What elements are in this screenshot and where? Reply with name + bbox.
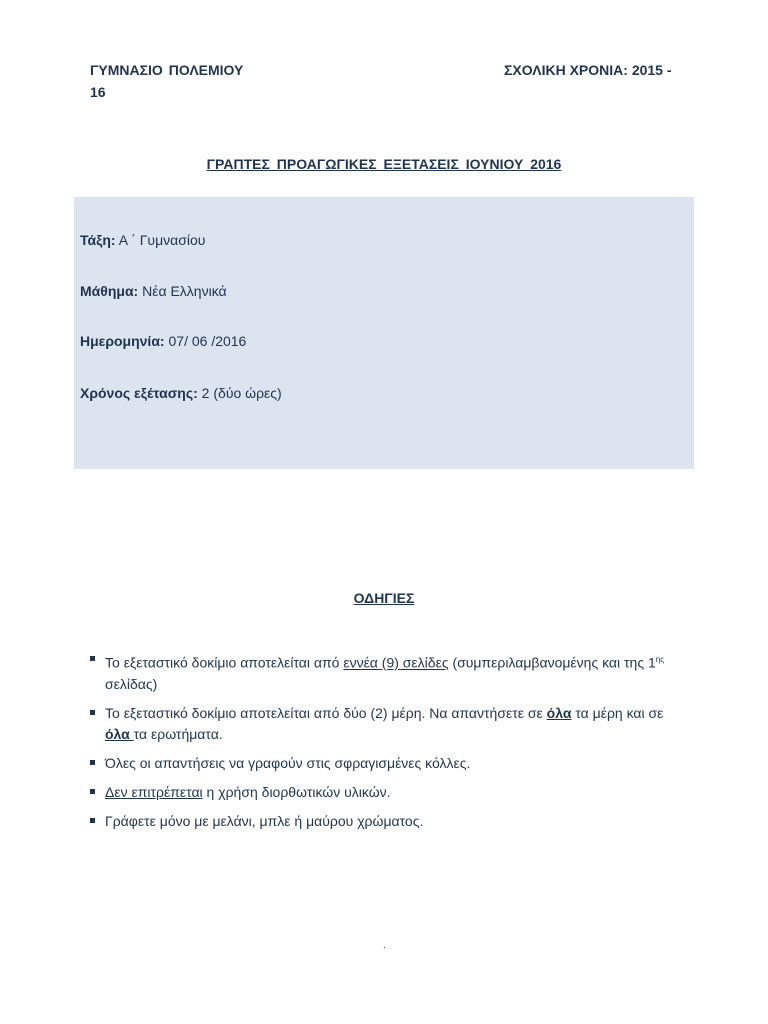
duration-row [80, 385, 282, 401]
bullet-icon [90, 760, 95, 765]
bullet-icon [90, 818, 95, 823]
exam-title: ΓΡΑΠΤΕΣ ΠΡΟΑΓΩΓΙΚΕΣ ΕΞΕΤΑΣΕΙΣ ΙΟΥΝΙΟΥ 2016 [206, 156, 562, 172]
bullet-icon [90, 789, 95, 794]
exam-info-box [74, 197, 694, 469]
date-row [80, 333, 246, 349]
instruction-underlined: Δεν επιτρέπεται [105, 783, 203, 800]
instruction-emphasis: όλα [546, 704, 572, 721]
instruction-emphasis: όλα [105, 725, 134, 742]
list-item [90, 649, 690, 695]
list-item [90, 753, 690, 774]
class-label: Τάξη: [80, 232, 116, 248]
instruction-underlined: εννέα (9) σελίδες [343, 654, 449, 671]
list-item [90, 703, 690, 745]
instruction-sup: ης [655, 655, 665, 664]
date-value: 07/ 06 /2016 [164, 333, 247, 349]
instruction-text: η χρήση διορθωτικών υλικών. [202, 783, 391, 800]
footer-mark: . [383, 940, 386, 951]
instruction-text: σελίδας) [105, 675, 158, 692]
instructions-title: ΟΔΗΓΙΕΣ [353, 590, 415, 606]
instruction-text: τα μέρη και σε [571, 704, 664, 721]
subject-value: Νέα Ελληνικά [138, 283, 227, 299]
bullet-icon [90, 656, 95, 661]
school-name-text: ΓΥΜΝΑΣΙΟ ΠΟΛΕΜΙΟΥ [90, 62, 244, 78]
bullet-icon [90, 710, 95, 715]
instruction-text: Το εξεταστικό δοκίμιο αποτελείται από [105, 654, 344, 671]
instruction-text: τα ερωτήματα. [133, 725, 223, 742]
subject-label: Μάθημα: [80, 283, 139, 299]
subject-row [80, 283, 227, 299]
class-value: Α ΄ Γυμνασίου [115, 232, 206, 248]
duration-value: 2 (δύο ώρες) [197, 385, 282, 401]
instruction-text: (συμπεριλαμβανομένης και της 1 [448, 654, 656, 671]
list-item [90, 811, 690, 832]
instruction-text: Όλες οι απαντήσεις να γραφούν στις σφραγισμένες κόλλες. [105, 754, 471, 771]
school-year-end: 16 [90, 84, 106, 100]
class-row [80, 232, 205, 248]
school-name [90, 59, 280, 103]
school-year: ΣΧΟΛΙΚΗ ΧΡΟΝΙΑ: 2015 - [504, 62, 672, 78]
duration-label: Χρόνος εξέτασης: [80, 385, 198, 401]
instruction-text: Το εξεταστικό δοκίμιο αποτελείται από δύο (2) μέρη. Να απαντήσετε σε [105, 704, 547, 721]
instructions-list [90, 649, 690, 840]
instruction-text: Γράφετε μόνο με μελάνι, μπλε ή μαύρου χρώματος. [105, 812, 424, 829]
list-item [90, 782, 690, 803]
date-label: Ημερομηνία: [80, 333, 165, 349]
